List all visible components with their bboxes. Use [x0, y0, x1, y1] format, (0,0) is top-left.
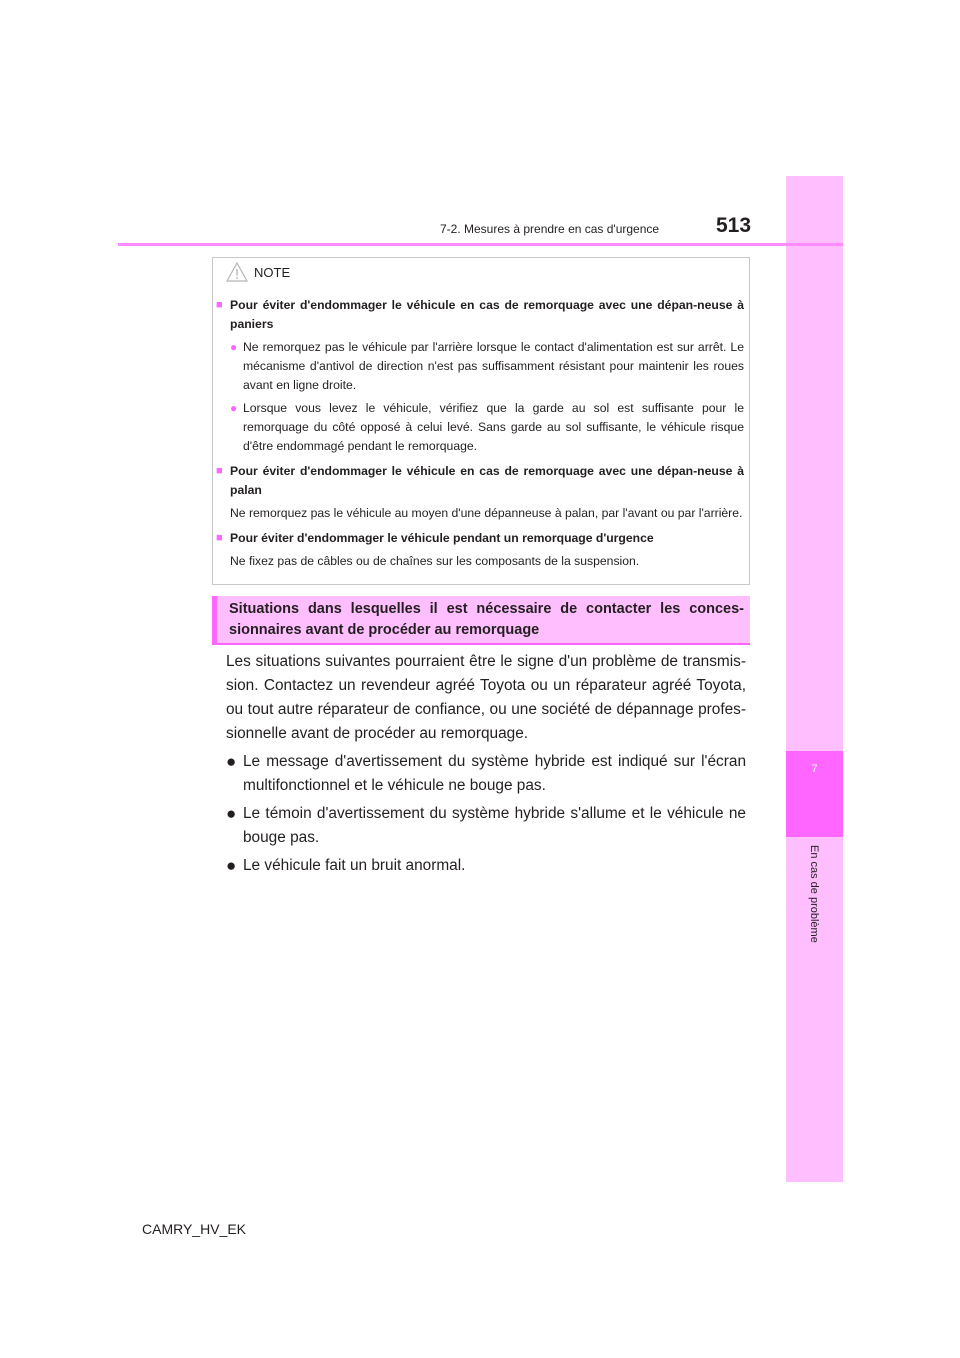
- list-item: [226, 750, 746, 798]
- dot-bullet-icon: ●: [226, 856, 237, 875]
- note-item-title: Pour éviter d'endommager le véhicule en cas de remorquage avec une dépan-neuse à paniers: [230, 298, 744, 331]
- footer-model-code: CAMRY_HV_EK: [142, 1221, 247, 1237]
- note-label: NOTE: [254, 264, 291, 280]
- note-sub-item: [216, 338, 744, 395]
- page-number: 513: [716, 214, 752, 237]
- note-sub-item: [216, 399, 744, 456]
- chapter-title: En cas de problème: [808, 845, 820, 943]
- section-heading: [212, 596, 750, 644]
- header-rule: [118, 243, 843, 246]
- dot-bullet-icon: ●: [226, 752, 237, 771]
- square-bullet-icon: ■: [216, 299, 223, 311]
- note-item: [216, 529, 744, 548]
- dot-bullet-icon: ●: [230, 340, 238, 354]
- chapter-side-tab: [786, 176, 843, 1182]
- warning-triangle-icon: [226, 262, 248, 282]
- dot-bullet-icon: ●: [230, 401, 238, 415]
- note-header: [226, 258, 290, 286]
- note-item-title: Pour éviter d'endommager le véhicule pendant un remorquage d'urgence: [230, 531, 654, 545]
- note-sub-item-text: Lorsque vous levez le véhicule, vérifiez que la garde au sol est suffisante pour le remorquage du côté opposé à celui levé. Sans garde au sol suffisante, le véhicule risque d'être endommagé pendant le remorquage.: [243, 401, 744, 453]
- list-item-text: Le véhicule fait un bruit anormal.: [243, 857, 466, 874]
- list-item-text: Le témoin d'avertissement du système hybride s'allume et le véhicule ne bouge pas.: [243, 805, 746, 846]
- note-item-title: Pour éviter d'endommager le véhicule en cas de remorquage avec une dépan-neuse à palan: [230, 464, 744, 497]
- note-item-text: Ne fixez pas de câbles ou de chaînes sur les composants de la suspension.: [230, 554, 640, 568]
- chapter-number: 7: [811, 763, 818, 775]
- square-bullet-icon: ■: [216, 465, 223, 477]
- dot-bullet-icon: ●: [226, 804, 237, 823]
- list-item: [226, 802, 746, 850]
- header-section-title: 7-2. Mesures à prendre en cas d'urgence: [440, 222, 660, 236]
- note-sub-item-text: Ne remorquez pas le véhicule par l'arrière lorsque le contact d'alimentation est sur arrêt. Le mécanisme d'antivol de direction n'est pas suffisamment résistant pour maintenir les roues avant en ligne droite.: [243, 340, 744, 392]
- note-item: [216, 462, 744, 500]
- section-rule: [212, 643, 750, 645]
- note-item-text: Ne remorquez pas le véhicule au moyen d'une dépanneuse à palan, par l'avant ou par l'arrière.: [230, 506, 743, 520]
- section-intro: Les situations suivantes pourraient être le signe d'un problème de transmis-sion. Contactez un revendeur agréé Toyota ou un réparateur agréé Toyota, ou tout autre réparateur de confiance, ou une société de dépannage profes-sionnelle avant de procéder au remorquage.: [226, 653, 746, 742]
- section-body: [226, 650, 746, 878]
- list-item-text: Le message d'avertissement du système hybride est indiqué sur l'écran multifonctionnel et le véhicule ne bouge pas.: [243, 753, 746, 794]
- square-bullet-icon: ■: [216, 532, 223, 544]
- note-body: [216, 296, 744, 571]
- section-heading-text: Situations dans lesquelles il est nécessaire de contacter les conces-sionnaires avant de procéder au remorquage: [229, 601, 744, 638]
- list-item: [226, 854, 746, 878]
- note-item: [216, 296, 744, 334]
